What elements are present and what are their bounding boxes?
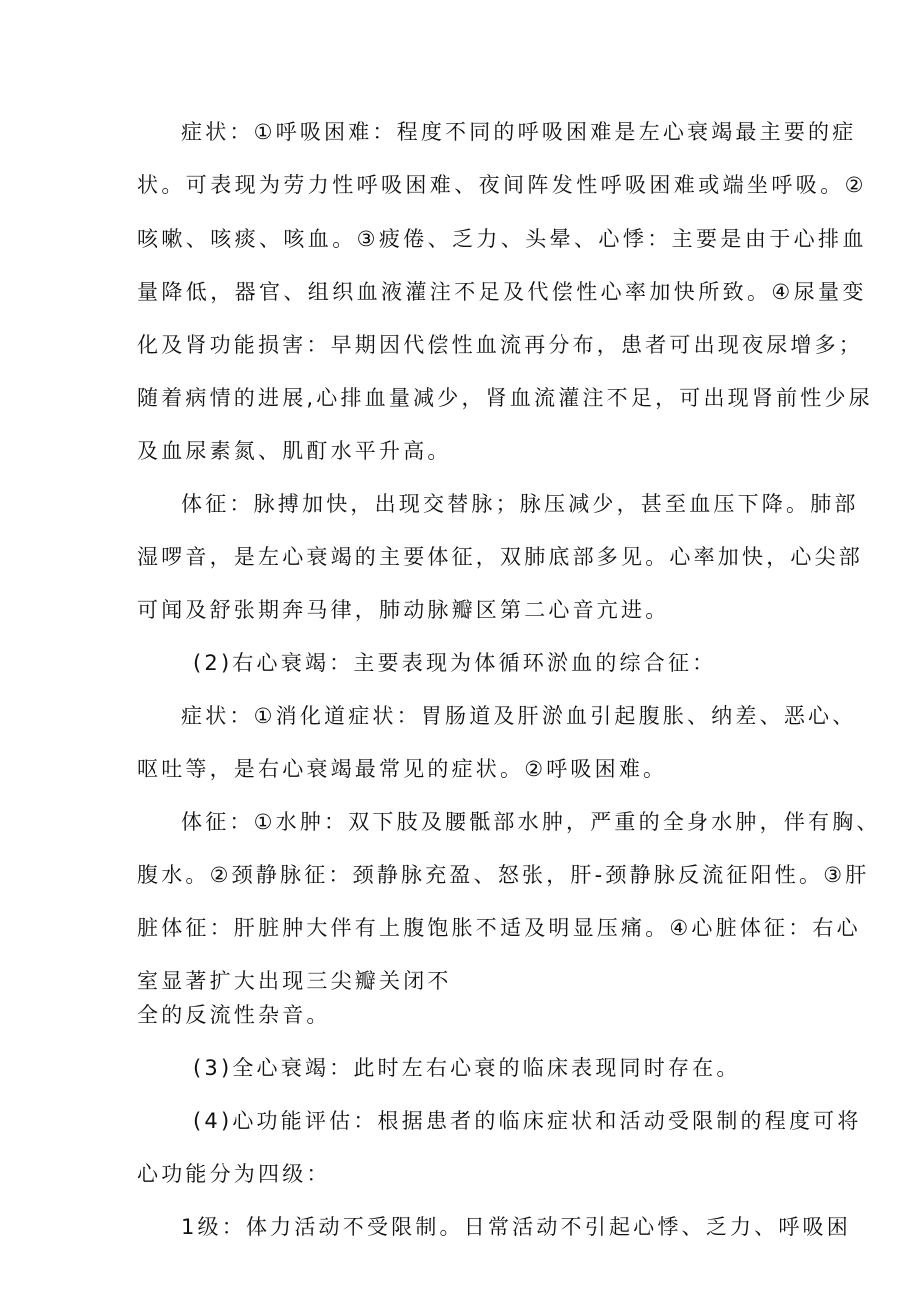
paragraph-line: 状。可表现为劳力性呼吸困难、夜间阵发性呼吸困难或端坐呼吸。② [137, 173, 867, 197]
paragraph-line: 腹水。②颈静脉征：颈静脉充盈、怒张，肝-颈静脉反流征阳性。③肝 [137, 863, 870, 887]
paragraph-line: 化及肾功能损害：早期因代偿性血流再分布，患者可出现夜尿增多； [137, 333, 863, 357]
paragraph-line: 随着病情的进展,心排血量减少，肾血流灌注不足，可出现肾前性少尿 [137, 386, 873, 410]
section-heading-line: (2)右心衰竭：主要表现为体循环淤血的综合征： [193, 651, 717, 675]
paragraph-line: 全的反流性杂音。 [137, 1003, 331, 1027]
paragraph-line: 呕吐等，是右心衰竭最常见的症状。②呼吸困难。 [137, 757, 668, 781]
section-heading-line: (3)全心衰竭：此时左右心衰的临床表现同时存在。 [193, 1056, 741, 1080]
paragraph-line: 症状：①呼吸困难：程度不同的呼吸困难是左心衰竭最主要的症 [181, 120, 857, 144]
paragraph-line: 1级：体力活动不受限制。日常活动不引起心悸、乏力、呼吸困 [181, 1215, 851, 1239]
paragraph-line: 症状：①消化道症状：胃肠道及肝淤血引起腹胀、纳差、恶心、 [181, 704, 857, 728]
paragraph-line: 体征：①水肿：双下肢及腰骶部水肿，严重的全身水肿，伴有胸、 [181, 810, 881, 834]
paragraph-line: 心功能分为四级： [137, 1162, 331, 1186]
paragraph-line: 可闻及舒张期奔马律，肺动脉瓣区第二心音亢进。 [137, 598, 670, 622]
paragraph-line: 湿啰音，是左心衰竭的主要体征，双肺底部多见。心率加快，心尖部 [137, 545, 863, 569]
paragraph-line: 脏体征：肝脏肿大伴有上腹饱胀不适及明显压痛。④心脏体征：右心 [137, 916, 861, 940]
paragraph-line: 咳嗽、咳痰、咳血。③疲倦、乏力、头晕、心悸：主要是由于心排血 [137, 227, 867, 251]
section-heading-line: (4)心功能评估：根据患者的临床症状和活动受限制的程度可将 [193, 1109, 862, 1133]
paragraph-line: 及血尿素氮、肌酊水平升高。 [137, 439, 452, 463]
paragraph-line: 室显著扩大出现三尖瓣关闭不 [137, 969, 452, 993]
paragraph-line: 体征：脉搏加快，出现交替脉；脉压减少，甚至血压下降。肺部 [181, 492, 859, 516]
paragraph-line: 量降低，器官、组织血液灌注不足及代偿性心率加快所致。④尿量变 [137, 280, 867, 304]
